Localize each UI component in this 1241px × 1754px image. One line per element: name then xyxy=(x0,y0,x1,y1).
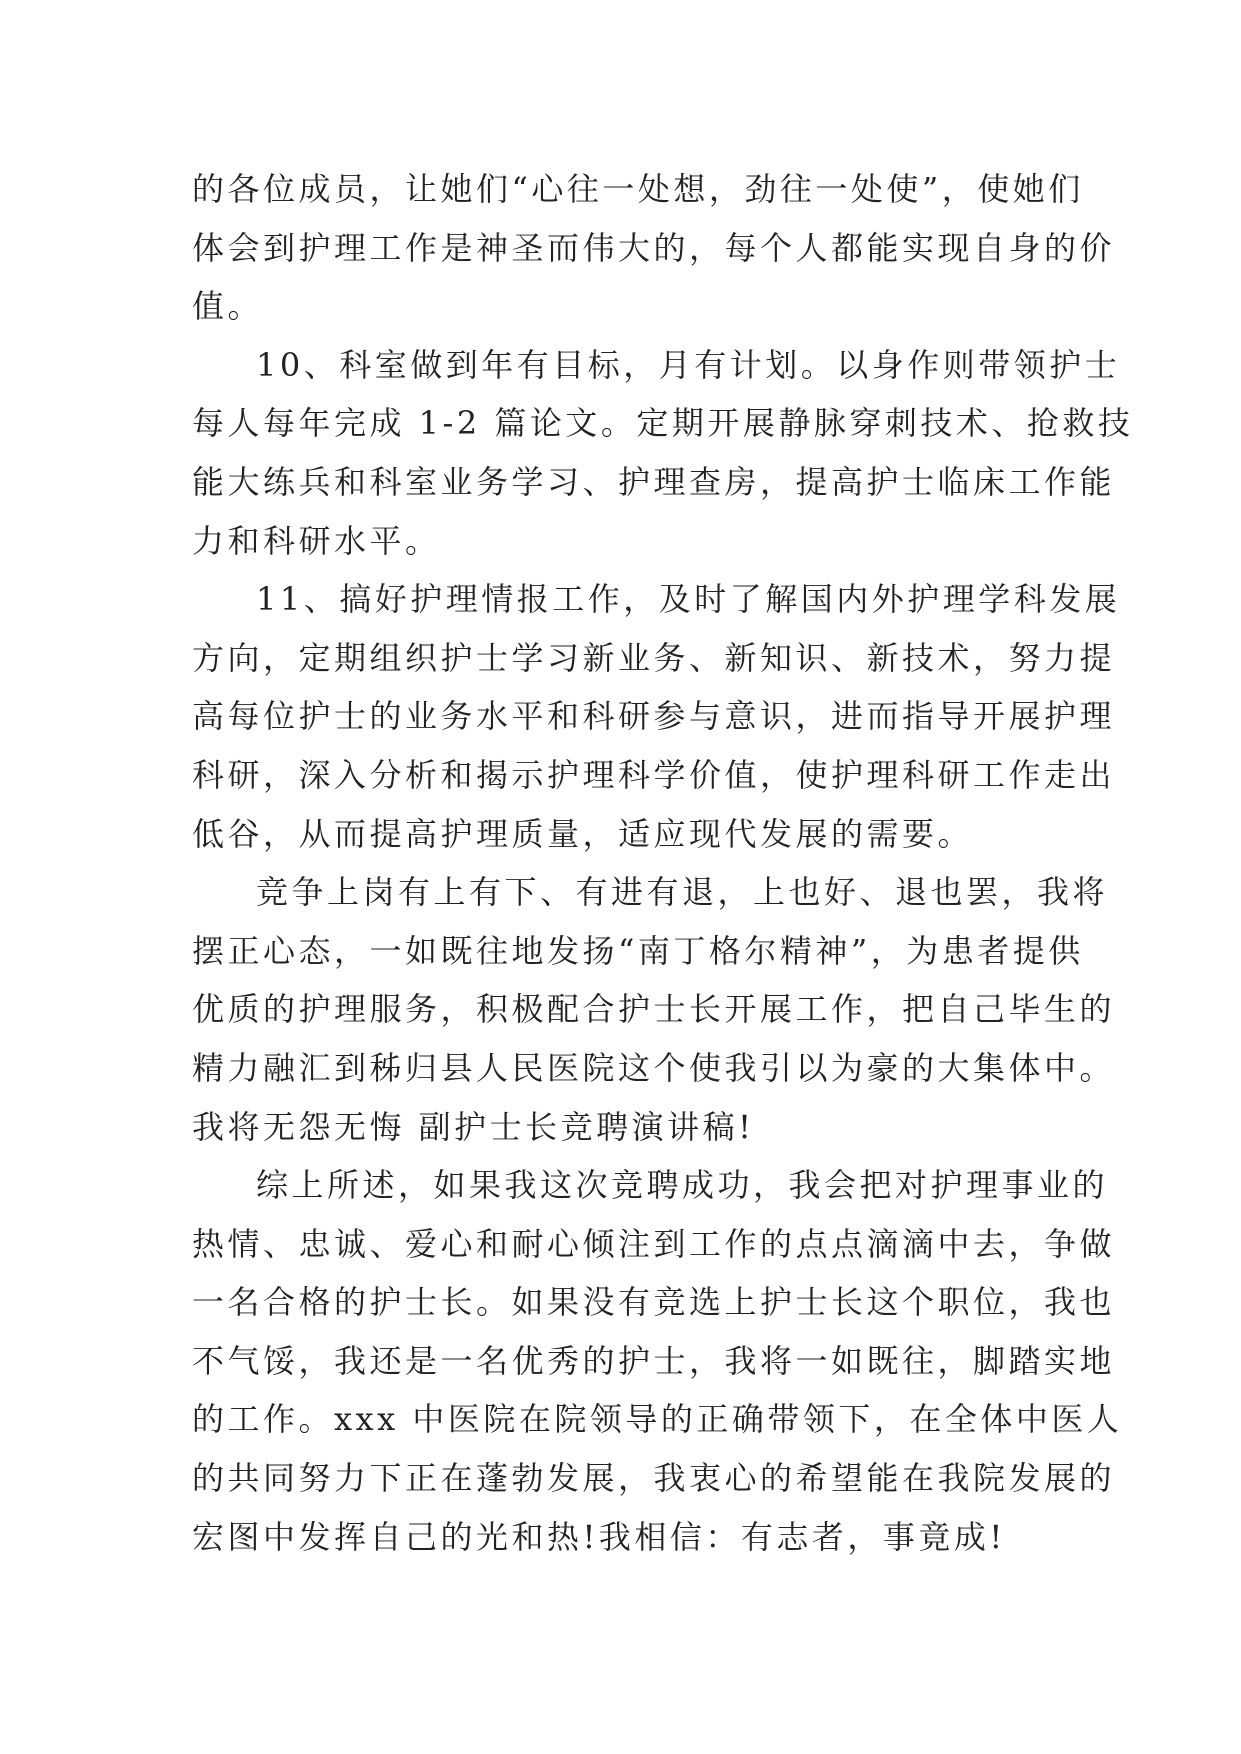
text-line: 每人每年完成 1-2 篇论文。定期开展静脉穿刺技术、抢救技 xyxy=(192,404,1134,443)
text-line: 不气馁，我还是一名优秀的护士，我将一如既往，脚踏实地 xyxy=(192,1341,1116,1380)
text-line: 的各位成员，让她们“心往一处想，劲往一处使”，使她们 xyxy=(192,170,1084,208)
text-line: 科研，深入分析和揭示护理科学价值，使护理科研工作走出 xyxy=(192,755,1116,794)
text-line: 宏图中发挥自己的光和热!我相信：有志者，事竟成! xyxy=(192,1517,1006,1556)
paragraph-start-line: 11、搞好护理情报工作，及时了解国内外护理学科发展 xyxy=(256,580,1121,619)
text-line: 低谷，从而提高护理质量，适应现代发展的需要。 xyxy=(192,814,974,853)
paragraph-start-line: 10、科室做到年有目标，月有计划。以身作则带领护士 xyxy=(256,345,1121,384)
text-line: 摆正心态，一如既往地发扬“南丁格尔精神”，为患者提供 xyxy=(192,931,1084,970)
text-line: 优质的护理服务，积极配合护士长开展工作，把自己毕生的 xyxy=(192,990,1116,1029)
text-line: 热情、忠诚、爱心和耐心倾注到工作的点点滴滴中去，争做 xyxy=(192,1224,1116,1263)
paragraph-start-line: 竞争上岗有上有下、有进有退，上也好、退也罢，我将 xyxy=(256,873,1109,912)
text-line: 体会到护理工作是神圣而伟大的，每个人都能实现自身的价 xyxy=(192,228,1116,267)
text-line: 一名合格的护士长。如果没有竞选上护士长这个职位，我也 xyxy=(192,1283,1116,1322)
paragraph-start-line: 综上所述，如果我这次竞聘成功，我会把对护理事业的 xyxy=(256,1166,1109,1205)
text-line: 精力融汇到秭归县人民医院这个使我引以为豪的大集体中。 xyxy=(192,1048,1116,1087)
text-line: 值。 xyxy=(192,287,264,326)
text-line: 能大练兵和科室业务学习、护理查房，提高护士临床工作能 xyxy=(192,462,1116,501)
text-line: 的工作。xxx 中医院在院领导的正确带领下，在全体中医人 xyxy=(192,1400,1123,1439)
text-line: 的共同努力下正在蓬勃发展，我衷心的希望能在我院发展的 xyxy=(192,1459,1116,1498)
text-line: 力和科研水平。 xyxy=(192,521,441,560)
text-line: 方向，定期组织护士学习新业务、新知识、新技术，努力提 xyxy=(192,638,1116,677)
text-line: 我将无怨无悔 副护士长竞聘演讲稿! xyxy=(192,1107,755,1146)
document-body xyxy=(192,160,1134,1566)
text-line: 高每位护士的业务水平和科研参与意识，进而指导开展护理 xyxy=(192,697,1116,736)
